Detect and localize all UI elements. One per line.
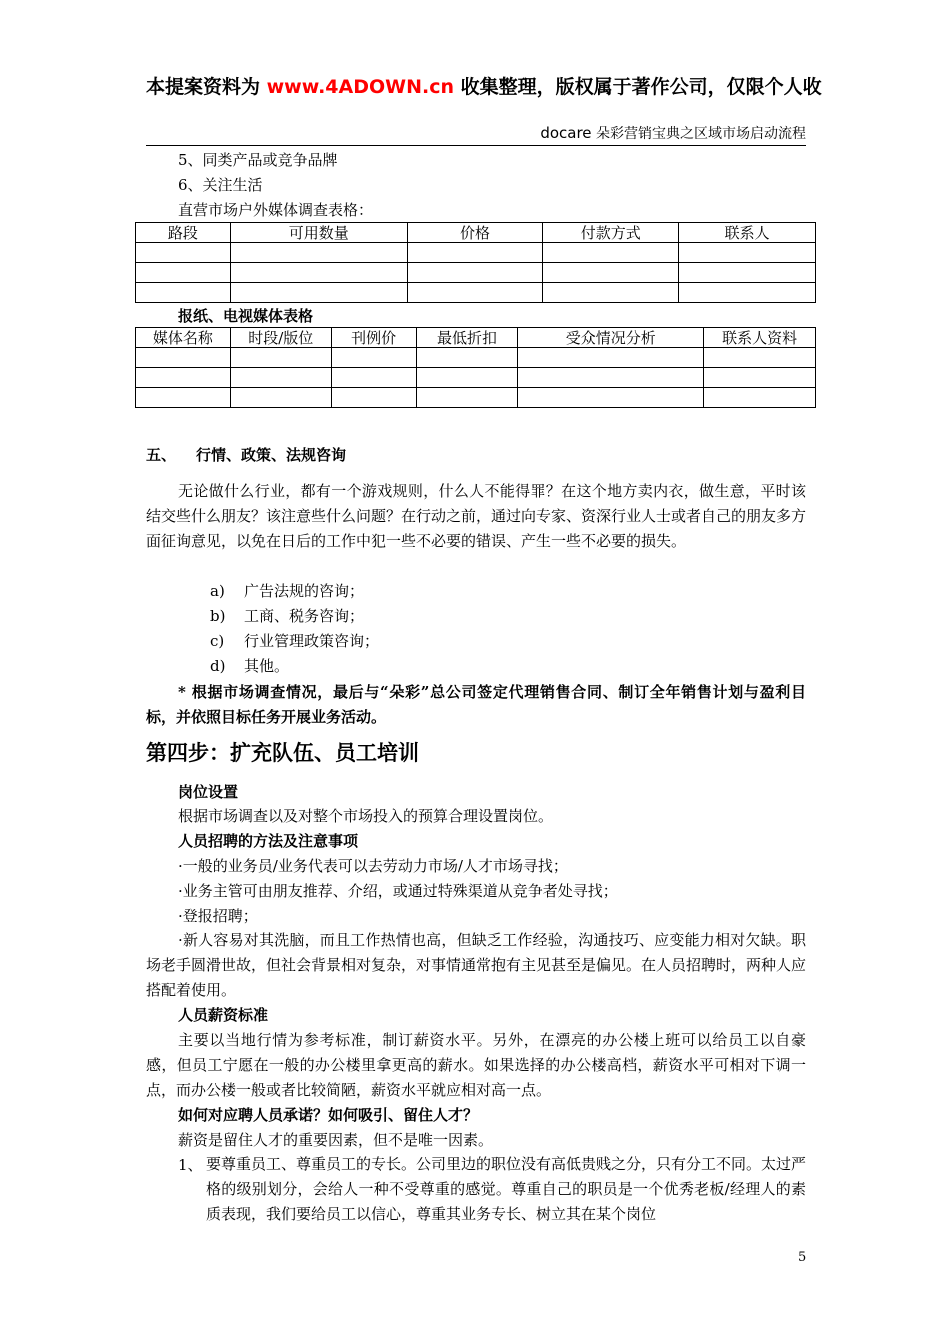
- table-header-cell: 价格: [407, 223, 543, 243]
- list-item: [210, 631, 380, 651]
- list-mark: d): [210, 657, 226, 675]
- contract-note: * 根据市场调查情况，最后与“朵彩”总公司签定代理销售合同、制订全年销售计划与盈利目标，并依照目标任务开展业务活动。: [146, 683, 806, 726]
- page-number: 5: [798, 1250, 807, 1265]
- list-text: 广告法规的咨询；: [244, 582, 365, 600]
- table-row: [136, 388, 816, 408]
- list-item: ·一般的业务员/业务代表可以去劳动力市场/人才市场寻找；: [178, 857, 568, 875]
- header-brand: docare: [540, 124, 592, 142]
- table-header-cell: 可用数量: [230, 223, 407, 243]
- list-item: 5、同类产品或竞争品牌: [178, 151, 338, 169]
- table-row: [136, 368, 816, 388]
- table-header-cell: 路段: [136, 223, 231, 243]
- copyright-banner: [146, 74, 950, 100]
- section-number: 五、: [146, 446, 177, 464]
- list-item: [210, 656, 290, 676]
- salary-heading: 人员薪资标准: [178, 1006, 269, 1024]
- banner-url[interactable]: www.4ADOWN.cn: [266, 76, 454, 98]
- recruit-heading: 人员招聘的方法及注意事项: [178, 832, 359, 850]
- recruit-paragraph: ·新人容易对其洗脑，而且工作热情也高，但缺乏工作经验，沟通技巧、应变能力相对欠缺。职场老手圆滑世故，但社会背景相对复杂，对事情通常抱有主见甚至是偏见。在人员招聘时，两种人应搭配着使用。: [146, 931, 807, 999]
- list-item: ·登报招聘；: [178, 907, 258, 925]
- step4-title: 第四步：扩充队伍、员工培训: [146, 740, 419, 765]
- point1-text: 要尊重员工、尊重员工的专长。公司里边的职位没有高低贵贱之分，只有分工不同。太过严格的级别划分，会给人一种不受尊重的感觉。尊重自己的职员是一个优秀老板/经理人的素质表现，我们要给员工以信心，尊重其业务专长、树立其在某个岗位: [206, 1155, 807, 1223]
- table-header-cell: 时段/版位: [230, 328, 331, 348]
- table-row: [136, 263, 816, 283]
- section5-body: 无论做什么行业，都有一个游戏规则，什么人不能得罪？在这个地方卖内衣，做生意，平时该结交些什么朋友？该注意些什么问题？在行动之前，通过向专家、资深行业人士或者自己的朋友多方面征询意见，以免在日后的工作中犯一些不必要的错误、产生一些不必要的损失。: [146, 482, 807, 550]
- table-header-cell: 联系人: [679, 223, 816, 243]
- table-header-cell: 媒体名称: [136, 328, 231, 348]
- list-text: 其他。: [244, 657, 290, 675]
- table-header-cell: 受众情况分析: [518, 328, 704, 348]
- outdoor-media-table: [135, 222, 816, 303]
- salary-paragraph: 主要以当地行情为参考标准，制订薪资水平。另外，在漂亮的办公楼上班可以给员工以自豪感，但员工宁愿在一般的办公楼里拿更高的薪水。如果选择的办公楼高档，薪资水平可相对下调一点，而办公楼一般或者比较简陋，薪资水平就应相对高一点。: [146, 1031, 806, 1099]
- table-row: [136, 283, 816, 303]
- retain-text: 薪资是留住人才的重要因素，但不是唯一因素。: [178, 1131, 494, 1149]
- banner-suffix: 收集整理，版权属于著作公司，仅限个人收: [454, 76, 822, 98]
- post-heading: 岗位设置: [178, 783, 239, 801]
- table-header-cell: 刊例价: [331, 328, 416, 348]
- table-header-cell: 最低折扣: [416, 328, 518, 348]
- banner-prefix: 本提案资料为: [146, 76, 267, 98]
- list-mark: c): [210, 632, 225, 650]
- page-header: [146, 124, 806, 146]
- list-text: 行业管理政策咨询；: [244, 632, 380, 650]
- list-mark: b): [210, 607, 226, 625]
- section-heading: [146, 445, 346, 465]
- list-item: [210, 581, 365, 601]
- media-table: [135, 327, 816, 408]
- list-item: [210, 606, 365, 626]
- table-row: [136, 348, 816, 368]
- table-row: [136, 243, 816, 263]
- table-header-row: [136, 223, 816, 243]
- outdoor-table-title: 直营市场户外媒体调查表格：: [178, 201, 374, 219]
- list-mark: a): [210, 582, 225, 600]
- retain-heading: 如何对应聘人员承诺？如何吸引、留住人才？: [178, 1106, 479, 1124]
- header-title: 朵彩营销宝典之区域市场启动流程: [591, 126, 806, 142]
- table-header-cell: 联系人资料: [704, 328, 816, 348]
- section-title: 行情、政策、法规咨询: [196, 446, 347, 464]
- point-number: 1、: [178, 1156, 203, 1174]
- media-table-title: 报纸、电视媒体表格: [178, 307, 314, 325]
- list-item: 6、关注生活: [178, 176, 263, 194]
- post-text: 根据市场调查以及对整个市场投入的预算合理设置岗位。: [178, 807, 554, 825]
- table-header-row: [136, 328, 816, 348]
- table-header-cell: 付款方式: [543, 223, 679, 243]
- list-item: ·业务主管可由朋友推荐、介绍，或通过特殊渠道从竞争者处寻找；: [178, 882, 618, 900]
- list-text: 工商、税务咨询；: [244, 607, 365, 625]
